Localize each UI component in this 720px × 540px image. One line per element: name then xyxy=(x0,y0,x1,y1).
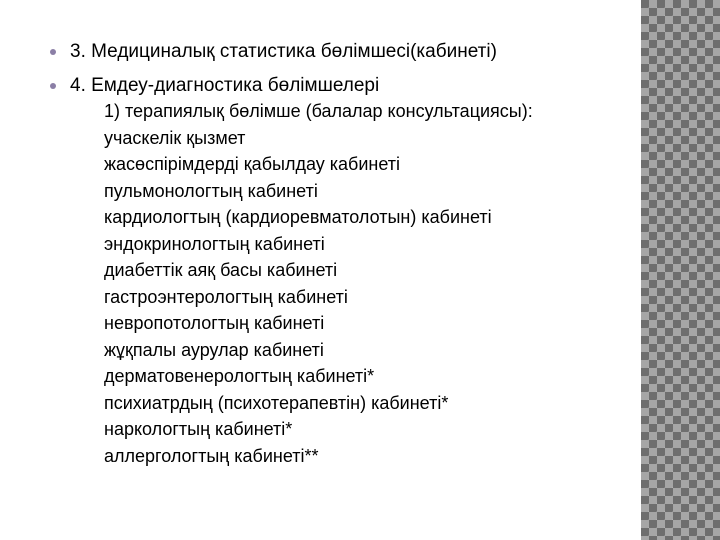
bullet-dot-icon xyxy=(50,49,56,55)
sub-list-item: наркологтың кабинеті* xyxy=(104,419,293,439)
decorative-pattern-strip xyxy=(641,0,720,540)
sub-list-item: жұқпалы аурулар кабинеті xyxy=(104,339,324,360)
sub-list-item: жасөспірімдерді қабылдау кабинеті xyxy=(104,154,400,174)
bullet-dot-icon xyxy=(50,83,56,89)
sub-list-item: учаскелік қызмет xyxy=(104,127,246,148)
sub-list-item: кардиологтың (кардиоревматолотын) кабинеті xyxy=(104,207,492,227)
sub-list xyxy=(104,98,533,469)
sub-list-item: эндокринологтың кабинеті xyxy=(104,233,325,254)
sub-list-item: диабеттік аяқ басы кабинеті xyxy=(104,260,338,280)
sub-list-item: психиатрдың (психотерапевтін) кабинеті* xyxy=(104,392,449,413)
bullet-text: 4. Емдеу-диагностика бөлімшелері xyxy=(70,75,380,96)
sub-list-item: 1) терапиялық бөлімше (балалар консультациясы): xyxy=(104,101,533,121)
sub-list-item: невропотологтың кабинеті xyxy=(104,313,325,333)
sub-list-item: пульмонологтың кабинеті xyxy=(104,180,318,201)
sub-list-item: дерматовенерологтың кабинеті* xyxy=(104,366,375,386)
sub-list-item: гастроэнтерологтың кабинеті xyxy=(104,286,348,307)
bullet-text: 3. Медициналық статистика бөлімшесі(кабинеті) xyxy=(70,41,497,62)
sub-list-item: аллергологтың кабинеті** xyxy=(104,445,319,466)
